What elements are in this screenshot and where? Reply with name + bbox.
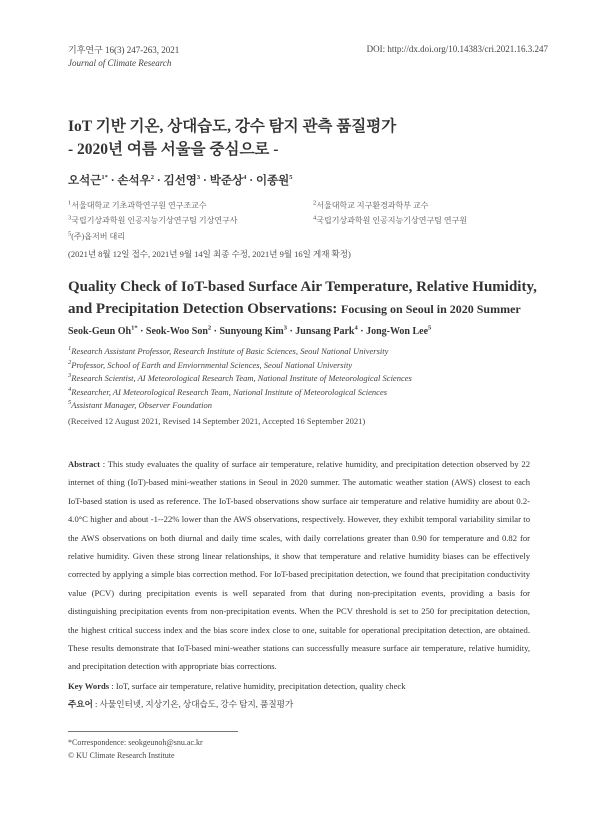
affiliation-item: $^2$서울대학교 지구환경과학부 교수: [313, 199, 429, 210]
affiliation-item: $^1$서울대학교 기초과학연구원 연구조교수: [68, 199, 207, 210]
keywords-text-korean: : 사물인터넷, 지상기온, 상대습도, 강수 탐지, 품질평가: [92, 699, 294, 709]
author-name: Seok-Woo Son: [145, 326, 208, 337]
journal-name: Journal of Climate Research: [68, 58, 172, 68]
keywords-korean: [68, 698, 293, 710]
keywords-label: Key Words: [68, 681, 110, 691]
doi-link[interactable]: DOI: http://dx.doi.org/10.14383/cri.2021.16.3.247: [366, 44, 548, 54]
keywords-text: : IoT, surface air temperature, relative humidity, precipitation detection, quality check: [109, 681, 406, 691]
footnotes: [68, 736, 203, 762]
affiliation-item: $^1$Research Assistant Professor, Research Institute of Basic Sciences, Seoul National University: [68, 345, 389, 356]
author-sup: 4: [354, 324, 358, 332]
author-name: 손석우: [117, 175, 151, 187]
author-sup: 1*: [101, 174, 108, 182]
journal-citation: 기후연구 16(3) 247-263, 2021: [68, 45, 180, 55]
affiliation-item: $^3$Research Scientist, AI Meteorological Research Team, National Institute of Meteorological Sciences: [68, 372, 412, 384]
title-english-subtitle: Focusing on Seoul in 2020 Summer: [341, 302, 521, 316]
author-separator: ·: [357, 326, 367, 337]
footnote-divider: [68, 731, 238, 732]
abstract-label: Abstract: [68, 459, 100, 469]
abstract-text: : This study evaluates the quality of surface air temperature, relative humidity, and precipitation detection observed by 22 internet of thing (IoT)-based mini-weather stations in Seoul in 2020 summer. The automatic weather station (AWS) closest to each IoT-based station is used as reference. The IoT-based observations show surface air temperature and relative humidity are about 0.2-4.0°C higher and about -1--22% lower than the AWS observations, respectively. However, they exhibit temporal variability similar to the AWS observations on both diurnal and daily time scales, with daily correlations greater than 0.90 for temperature and 0.82 for relative humidity. Given these strong linear relationships, it show that temperature and relative humidity biases can be effectively corrected by applying a simple bias correction method. For IoT-based precipitation detection, we found that precipitation conductivity value (PCV) during precipitation events is well separated from that during non-precipitation events, providing a basis for distinguishing precipitation events from non-precipitation events. When the PCV threshold is set to 250 for precipitation detection, the highest critical success index and the bias score index close to one, suitable for operational precipitation detection, are obtained. These results demonstrate that IoT-based mini-weather stations can successfully measure surface air temperature, relative humidity, and precipitation detection with appropriate bias corrections.: [68, 459, 530, 672]
author-name: 박준상: [209, 175, 244, 187]
running-header: [68, 44, 179, 70]
author-name: 김선영: [163, 175, 197, 187]
abstract: [68, 455, 530, 676]
affiliations-english: [68, 345, 412, 413]
author-sup: 2: [207, 324, 212, 332]
author-sup: 4: [243, 174, 247, 182]
author-name: Seok-Geun Oh: [68, 326, 132, 337]
keywords-english: [68, 681, 406, 691]
author-name: 오석근: [68, 175, 102, 187]
affiliation-item: $^2$Professor, School of Earth and Enviornmental Sciences, Seoul National University: [68, 358, 353, 370]
keywords-label-korean: 주요어: [68, 699, 93, 709]
affiliation-item: $^5$Assistant Manager, Observer Foundation: [68, 399, 212, 411]
copyright-notice: © KU Climate Research Institute: [68, 751, 175, 760]
author-separator: ·: [137, 326, 146, 337]
author-separator: ·: [107, 175, 118, 187]
affiliation-item: $^4$Researcher, AI Meteorological Research Team, National Institute of Meteorological Sciences: [68, 385, 388, 397]
title-english: [68, 276, 548, 320]
author-name: 이종원: [255, 175, 290, 187]
author-separator: ·: [211, 326, 220, 337]
affiliation-item: $^5$(주)옵저버 대리: [68, 229, 125, 241]
affiliation-item: $^3$국립기상과학원 인공지능기상연구팀 기상연구사: [68, 214, 238, 226]
correspondence-email[interactable]: *Correspondence: seokgeunoh@snu.ac.kr: [68, 738, 203, 747]
title-korean: [68, 115, 396, 161]
author-name: Junsang Park: [295, 326, 355, 337]
affiliation-item: $^4$국립기상과학원 인공지능기상연구팀 연구원: [313, 214, 468, 226]
author-separator: ·: [200, 175, 210, 187]
author-name: Sunyoung Kim: [219, 326, 284, 337]
author-sup: 3: [196, 174, 201, 182]
received-dates-english: (Received 12 August 2021, Revised 14 September 2021, Accepted 16 September 2021): [68, 416, 366, 426]
title-korean-line2: - 2020년 여름 서울을 중심으로 -: [68, 141, 279, 158]
author-separator: ·: [154, 175, 164, 187]
author-separator: ·: [246, 175, 256, 187]
authors-english: [68, 326, 431, 337]
affiliations-korean: [68, 198, 538, 244]
title-korean-line1: IoT 기반 기온, 상대습도, 강수 탐지 관측 품질평가: [68, 118, 397, 135]
author-sup: 5: [428, 324, 432, 332]
author-sup: 2: [150, 174, 154, 182]
author-sup: 1*: [131, 324, 138, 332]
received-dates-korean: (2021년 8월 12일 접수, 2021년 9월 14일 최종 수정, 2021년 9월 16일 게재 확정): [68, 249, 351, 259]
authors-korean: [68, 172, 293, 188]
author-name: Jong-Won Lee: [366, 326, 429, 337]
author-separator: ·: [286, 326, 296, 337]
author-sup: 5: [289, 174, 293, 182]
title-english-line2: and Precipitation Detection Observations:: [68, 301, 338, 317]
author-sup: 3: [283, 324, 287, 332]
title-english-line1: Quality Check of IoT-based Surface Air Temperature, Relative Humidity,: [68, 279, 537, 295]
